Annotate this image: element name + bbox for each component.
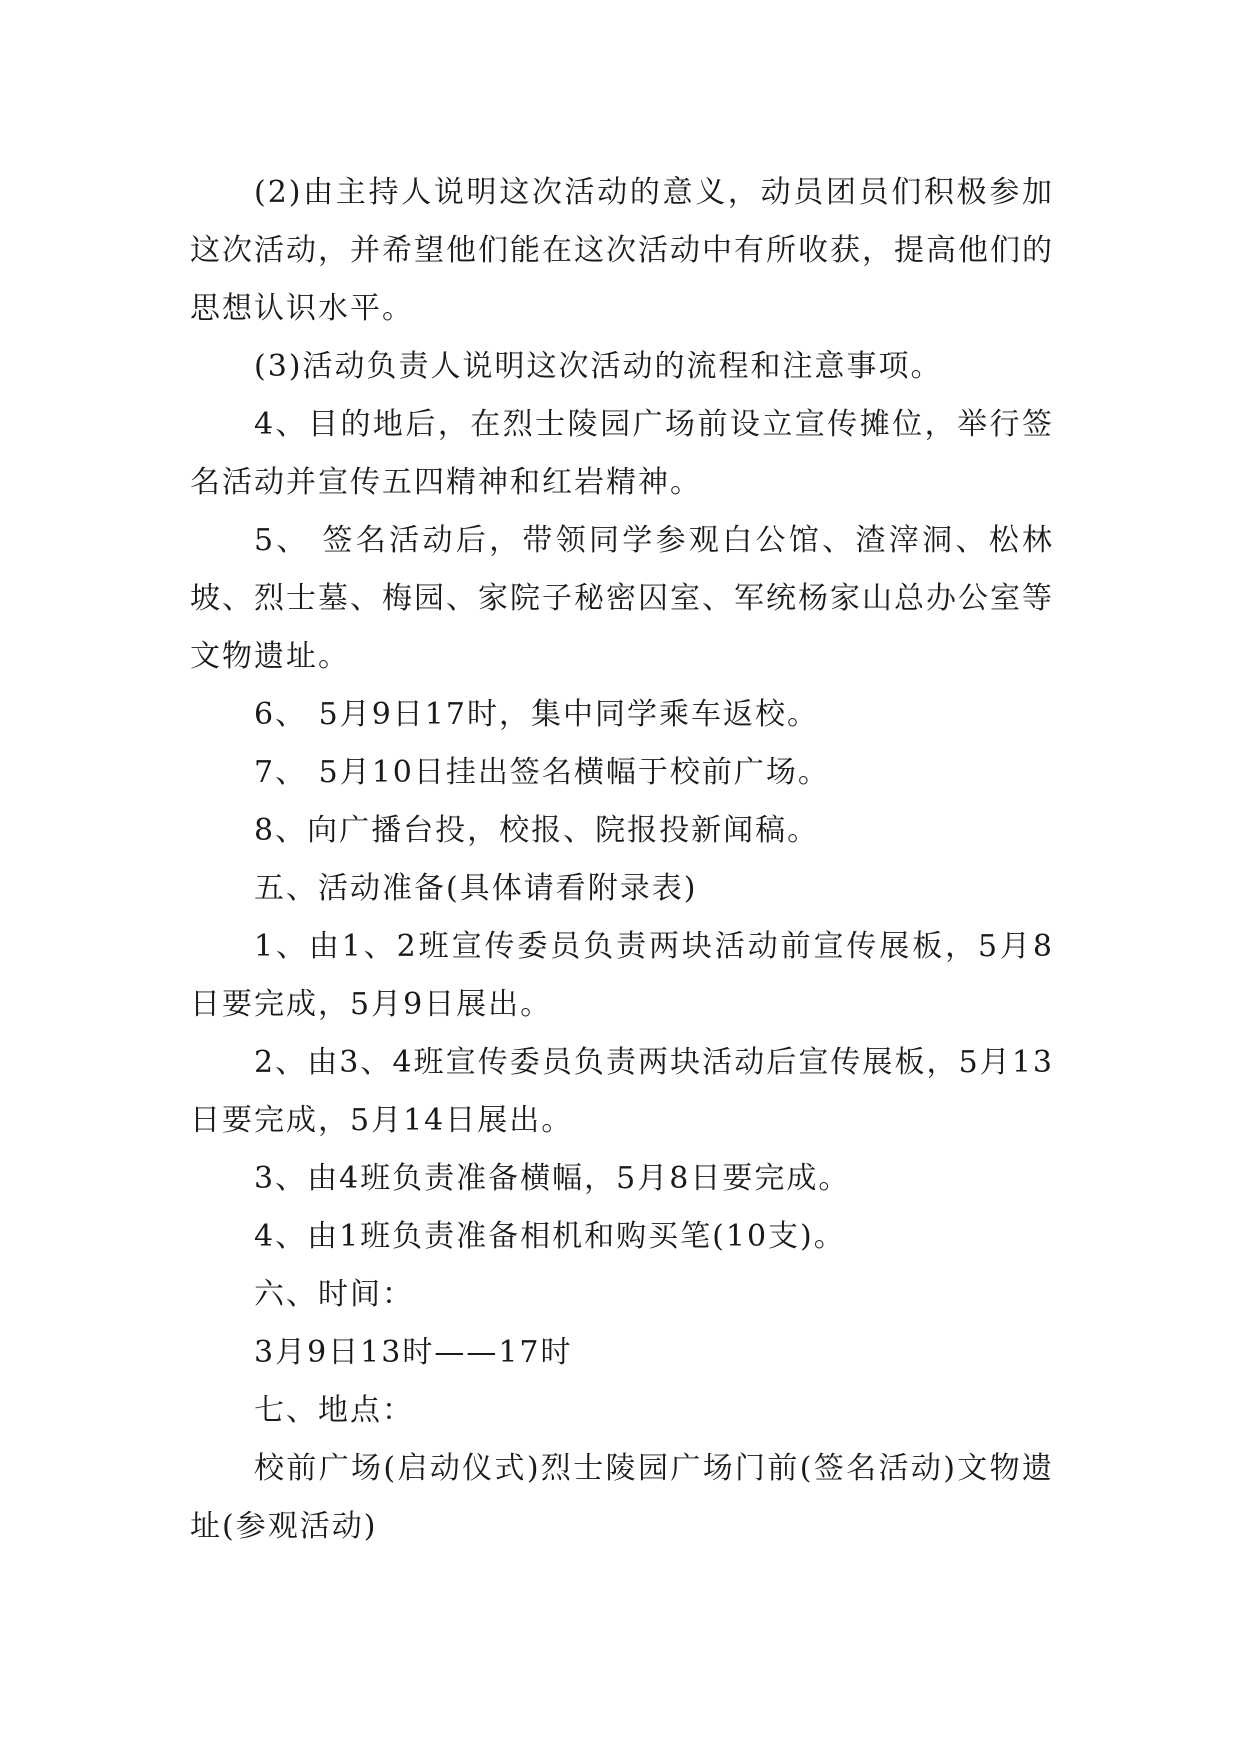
section-heading-location: 七、地点： bbox=[254, 1393, 414, 1428]
section-heading-time: 六、时间： bbox=[254, 1277, 414, 1312]
paragraph-prep-1: 1、由1、2班宣传委员负责两块活动前宣传展板，5月8日要完成，5月9日展出。 bbox=[190, 929, 1054, 1022]
paragraph-host-explains-meaning: (2)由主持人说明这次活动的意义，动员团员们积极参加这次活动，并希望他们能在这次活动中有所收获，提高他们的思想认识水平。 bbox=[190, 175, 1054, 326]
paragraph-step-7: 7、 5月10日挂出签名横幅于校前广场。 bbox=[254, 755, 830, 790]
paragraph-step-6: 6、 5月9日17时，集中同学乘车返校。 bbox=[254, 697, 819, 732]
paragraph-time-value: 3月9日13时——17时 bbox=[254, 1335, 573, 1370]
paragraph-location-value: 校前广场(启动仪式)烈士陵园广场门前(签名活动)文物遗址(参观活动) bbox=[190, 1451, 1054, 1544]
paragraph-step-5: 5、 签名活动后，带领同学参观白公馆、渣滓洞、松林坡、烈士墓、梅园、家院子秘密囚室、军统杨家山总办公室等文物遗址。 bbox=[190, 523, 1054, 674]
paragraph-step-8: 8、向广播台投，校报、院报投新闻稿。 bbox=[254, 813, 820, 848]
paragraph-prep-2: 2、由3、4班宣传委员负责两块活动后宣传展板，5月13日要完成，5月14日展出。 bbox=[190, 1045, 1054, 1138]
document-body bbox=[190, 164, 1054, 1556]
paragraph-leader-explains-process: (3)活动负责人说明这次活动的流程和注意事项。 bbox=[254, 349, 943, 384]
paragraph-prep-4: 4、由1班负责准备相机和购买笔(10支)。 bbox=[254, 1219, 846, 1254]
paragraph-step-4: 4、目的地后，在烈士陵园广场前设立宣传摊位，举行签名活动并宣传五四精神和红岩精神。 bbox=[190, 407, 1054, 500]
paragraph-prep-3: 3、由4班负责准备横幅，5月8日要完成。 bbox=[254, 1161, 851, 1196]
section-heading-preparation: 五、活动准备(具体请看附录表) bbox=[254, 871, 698, 906]
